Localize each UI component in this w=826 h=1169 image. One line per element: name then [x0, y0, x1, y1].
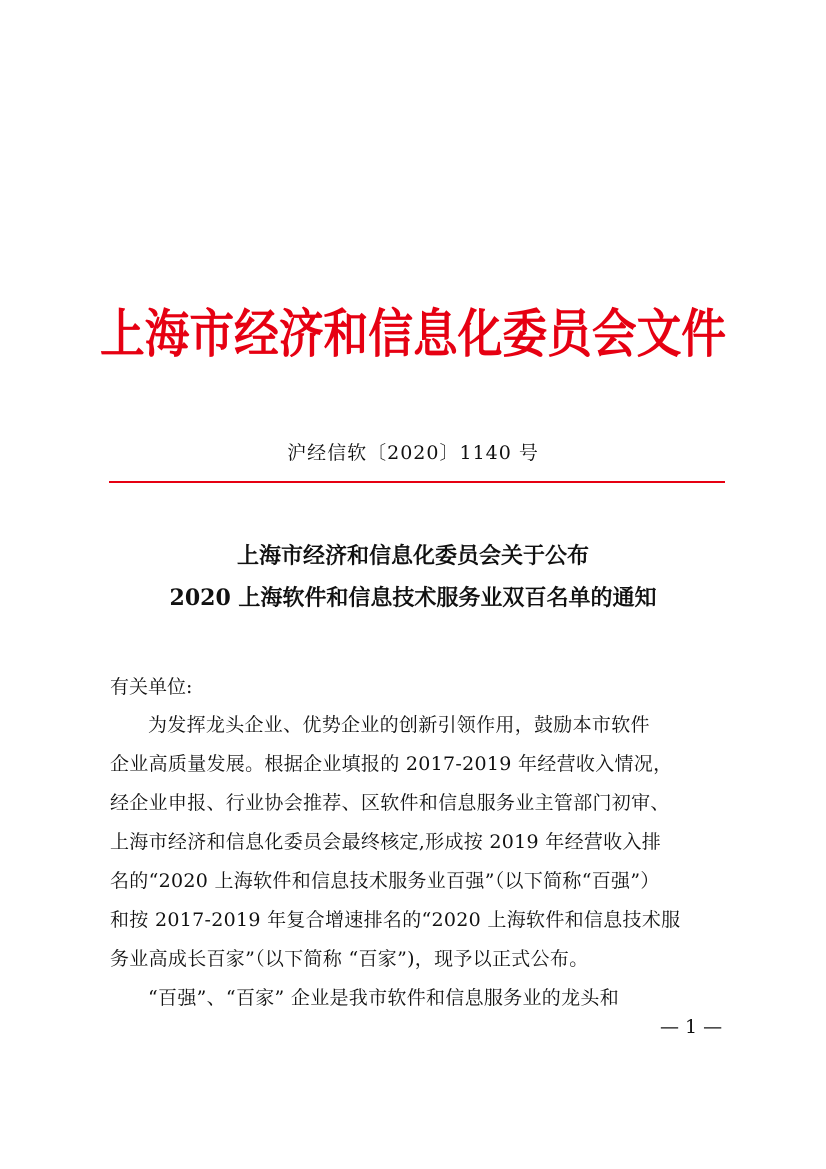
body-paragraph-1-line-2: 企业高质量发展。根据企业填报的 2017-2019 年经营收入情况，: [110, 753, 673, 775]
body-paragraph-1-line-7: 务业高成长百家”（以下简称 “百家”)，现予以正式公布。: [110, 948, 589, 970]
body-paragraph-2-line-1: “百强”、“百家” 企业是我市软件和信息服务业的龙头和: [148, 987, 619, 1009]
notice-title-line-2: 2020 上海软件和信息技术服务业双百名单的通知: [169, 585, 657, 611]
body-paragraph-1-line-5: 名的“2020 上海软件和信息技术服务业百强”（以下简称“百强”）: [110, 870, 660, 892]
body-paragraph-1-line-3: 经企业申报、行业协会推荐、区软件和信息服务业主管部门初审、: [110, 792, 670, 814]
body-paragraph-1-line-6: 和按 2017-2019 年复合增速排名的“2020 上海软件和信息技术服: [110, 909, 681, 931]
salutation: 有关单位:: [110, 676, 193, 698]
body-paragraph-1-line-4: 上海市经济和信息化委员会最终核定,形成按 2019 年经营收入排: [110, 831, 662, 853]
document-masthead: 上海市经济和信息化委员会文件: [99, 304, 727, 365]
notice-title-line-1: 上海市经济和信息化委员会关于公布: [236, 543, 589, 569]
body-paragraph-1-line-1: 为发挥龙头企业、优势企业的创新引领作用，鼓励本市软件: [148, 714, 650, 736]
document-number: 沪经信软〔2020〕1140 号: [287, 442, 539, 464]
red-divider-rule: [109, 481, 725, 483]
page-number: — 1 —: [660, 1016, 723, 1038]
